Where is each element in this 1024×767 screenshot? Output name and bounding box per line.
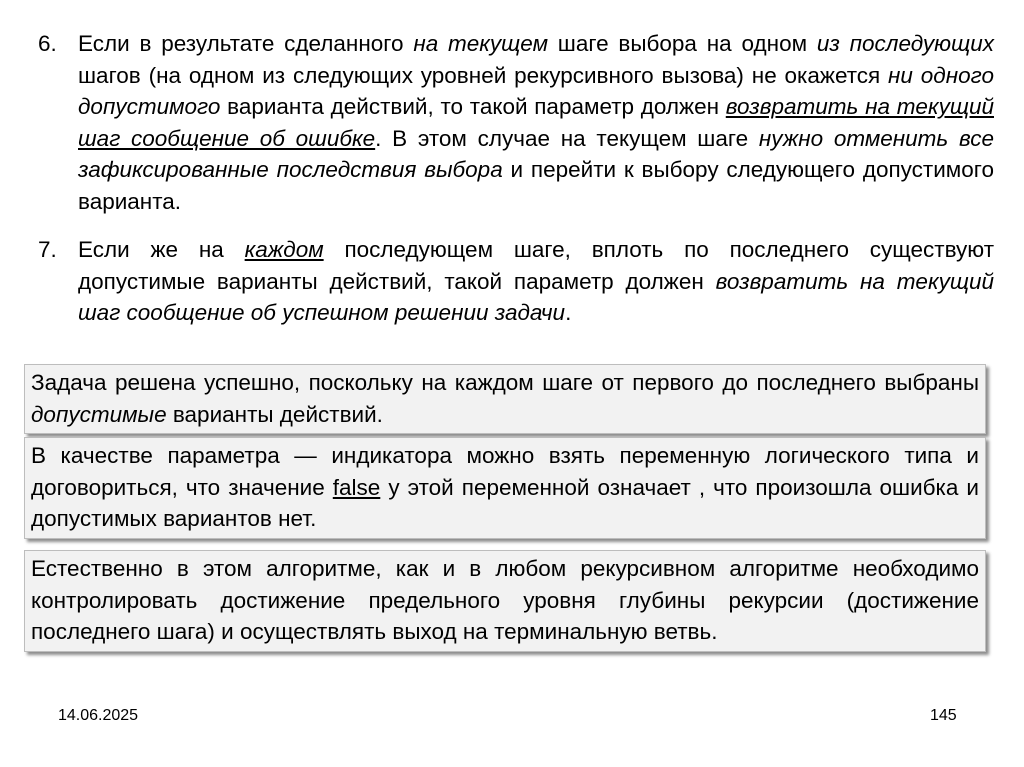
list-item-text: Если же на каждом последующем шаге, вплоть по последнего существуют допустимые варианты действий, такой параметр должен возвратить на текущий шаг сообщение об успешном решении задачи. [78,237,994,325]
slide-page-number: 145 [930,707,957,724]
list-item-7 [38,234,994,329]
slide-date: 14.06.2025 [58,707,139,724]
numbered-list [38,28,994,329]
indicator-parameter-box: В качестве параметра — индикатора можно взять переменную логического типа и договориться, что значение false у этой переменной означает , что произошла ошибка и допустимых вариантов нет. [24,437,986,539]
list-item-6 [38,28,994,217]
recursion-depth-box: Естественно в этом алгоритме, как и в любом рекурсивном алгоритме необходимо контролировать достижение предельного уровня глубины рекурсии (достижение последнего шага) и осуществлять выход на терминальную ветвь. [24,550,986,652]
list-item-number: 7. [38,237,57,262]
list-item-text: Если в результате сделанного на текущем шаге выбора на одном из последующих шагов (на одном из следующих уровней рекурсивного вызова) не окажется ни одного допустимого варианта действий, то такой параметр должен возвратить на текущий шаг сообщение об ошибке. В этом случае на текущем шаге нужно отменить все зафиксированные последствия выбора и перейти к выбору следующего допустимого варианта. [78,31,994,214]
success-note-box: Задача решена успешно, поскольку на каждом шаге от первого до последнего выбраны допустимые варианты действий. [24,364,986,434]
list-item-number: 6. [38,31,57,56]
